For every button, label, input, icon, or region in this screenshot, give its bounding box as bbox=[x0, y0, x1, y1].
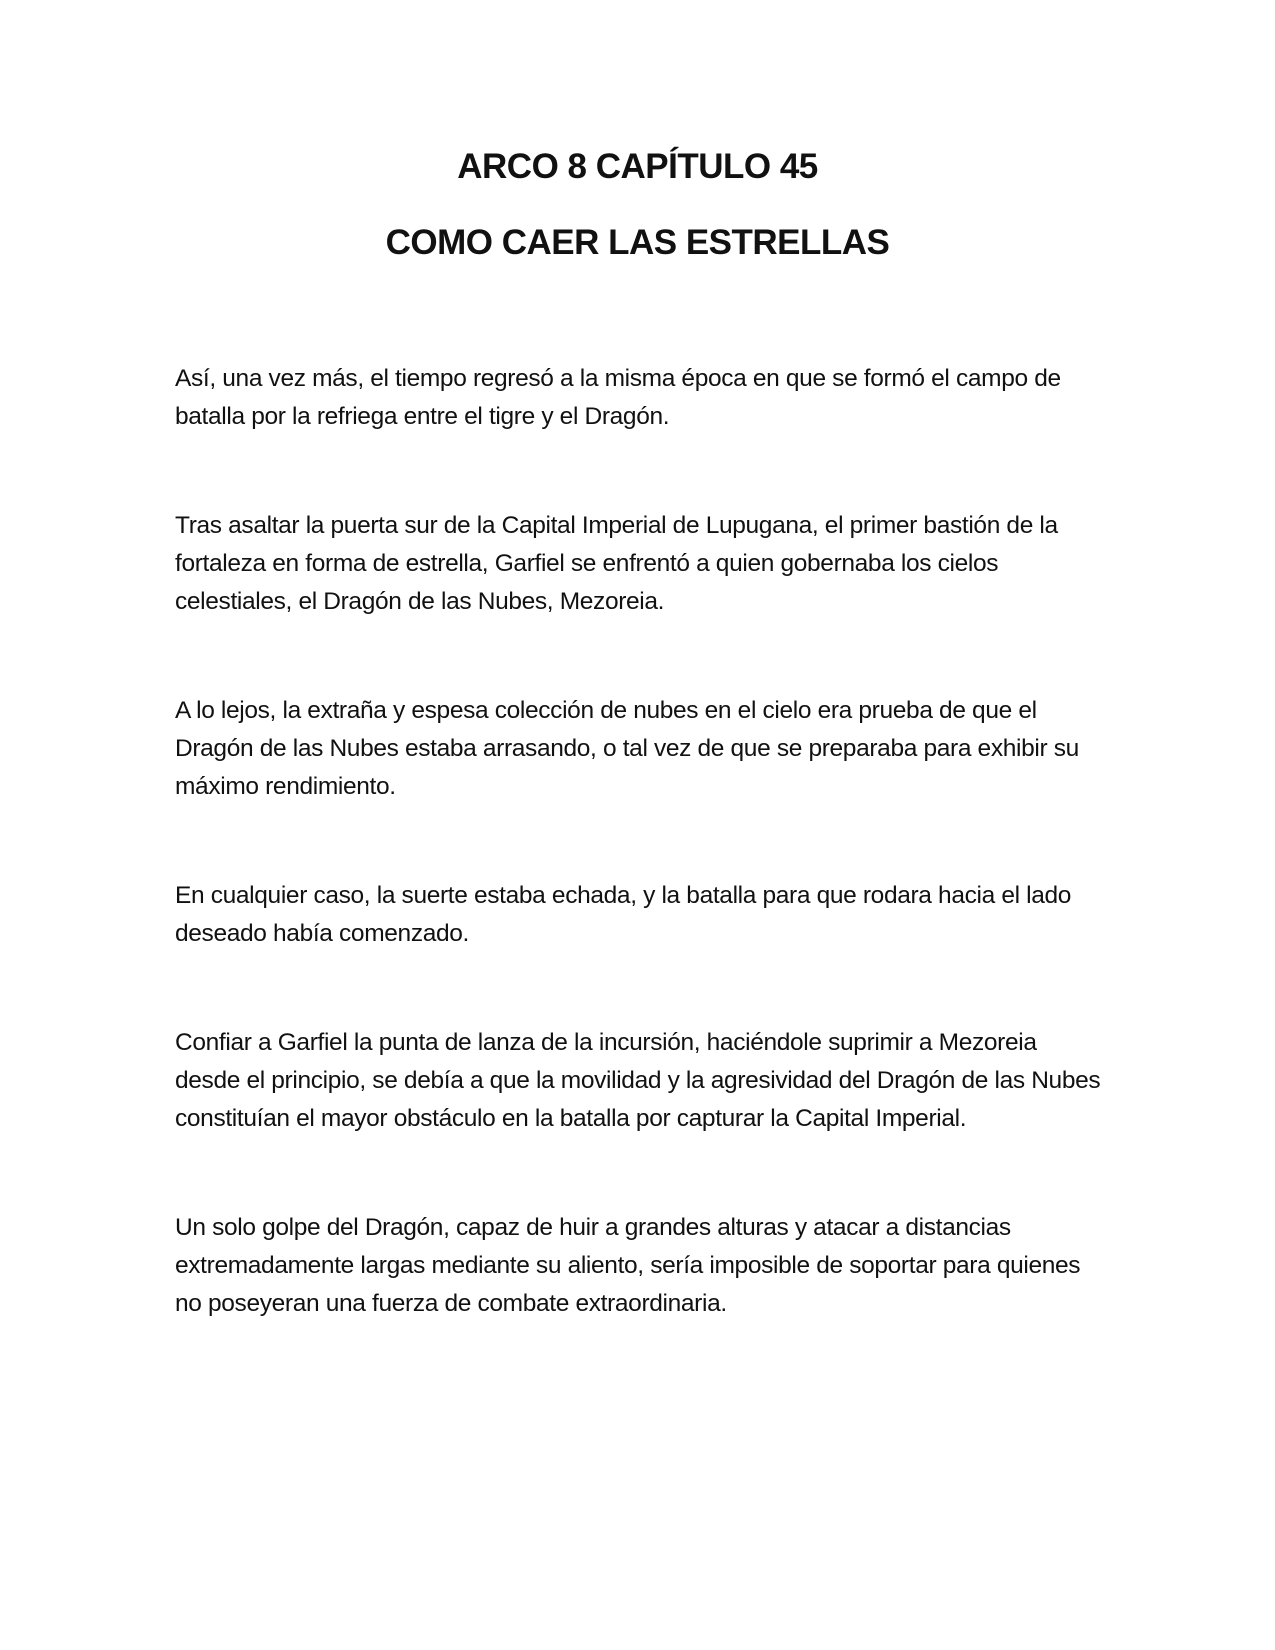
paragraph: En cualquier caso, la suerte estaba echada, y la batalla para que rodara hacia el lado deseado había comenzado. bbox=[175, 882, 1072, 947]
paragraph: Así, una vez más, el tiempo regresó a la misma época en que se formó el campo de batalla por la refriega entre el tigre y el Dragón. bbox=[175, 365, 1061, 430]
paragraph: A lo lejos, la extraña y espesa colección de nubes en el cielo era prueba de que el Dragón de las Nubes estaba arrasando, o tal vez de que se preparaba para exhibir su máximo rendimiento. bbox=[175, 697, 1079, 800]
paragraph: Confiar a Garfiel la punta de lanza de la incursión, haciéndole suprimir a Mezoreia desde el principio, se debía a que la movilidad y la agresividad del Dragón de las Nubes constituían el mayor obstáculo en la batalla por capturar la Capital Imperial. bbox=[175, 1029, 1101, 1132]
chapter-number-heading: ARCO 8 CAPÍTULO 45 bbox=[457, 147, 818, 186]
chapter-body bbox=[175, 360, 1105, 1323]
paragraph: Un solo golpe del Dragón, capaz de huir a grandes alturas y atacar a distancias extremadamente largas mediante su aliento, sería imposible de soportar para quienes no poseyeran una fuerza de combate extraordinaria. bbox=[175, 1214, 1081, 1317]
paragraph: Tras asaltar la puerta sur de la Capital Imperial de Lupugana, el primer bastión de la fortaleza en forma de estrella, Garfiel se enfrentó a quien gobernaba los cielos celestiales, el Dragón de las Nubes, Mezoreia. bbox=[175, 512, 1058, 615]
chapter-title-heading: COMO CAER LAS ESTRELLAS bbox=[385, 223, 890, 262]
chapter-title-block bbox=[0, 145, 1275, 265]
